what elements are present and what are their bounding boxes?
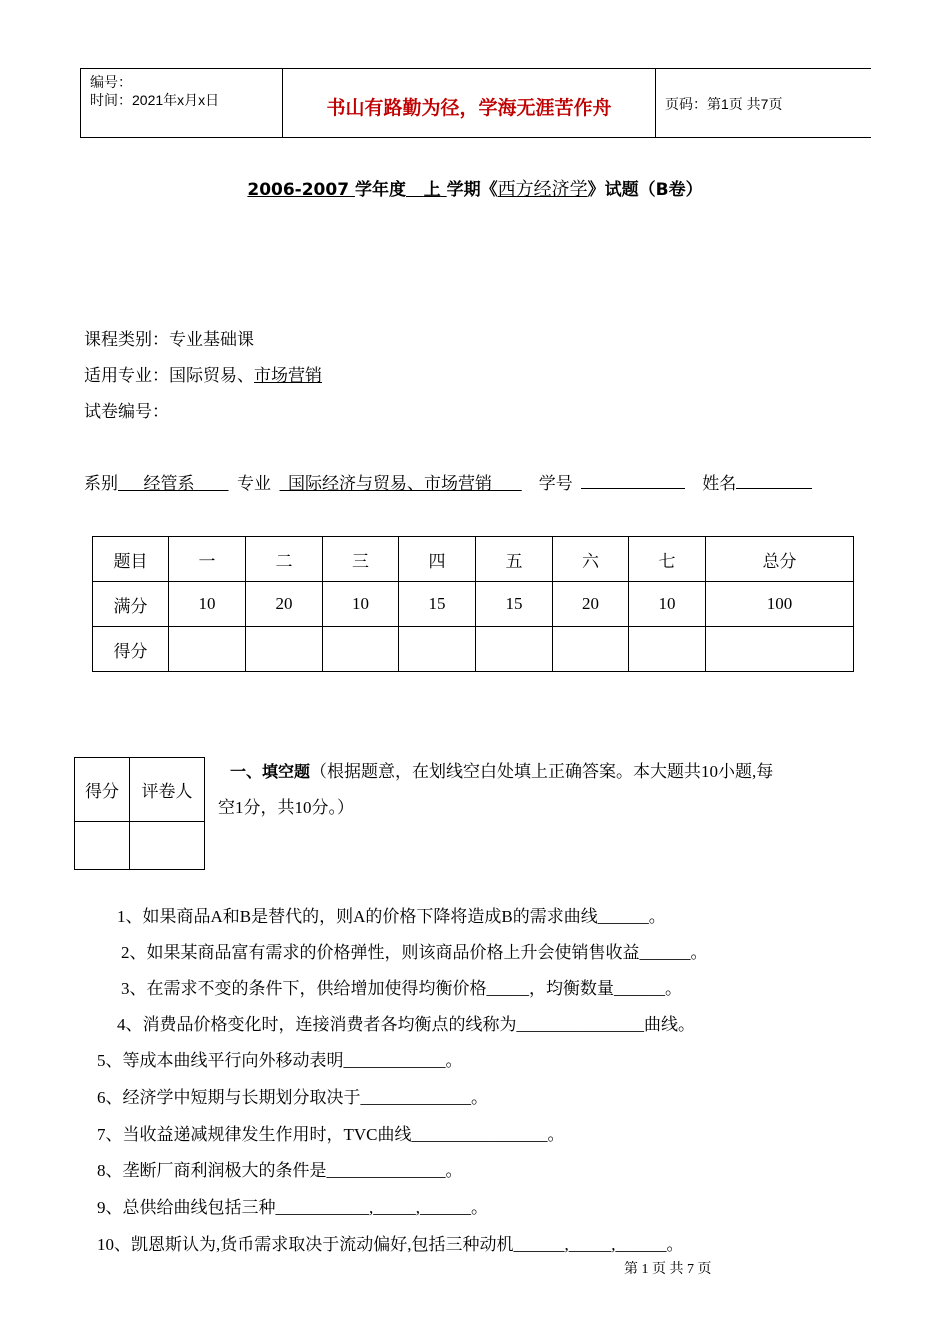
dept-value: 经管系 — [143, 474, 195, 493]
title-years: 2006-2007 — [247, 180, 350, 200]
table-cell: 五 — [476, 537, 553, 582]
question-text: ，均衡数量 — [529, 979, 614, 998]
question-6 — [97, 1083, 488, 1108]
score-input-cell[interactable] — [169, 627, 246, 672]
question-text: 9、总供给曲线包括三种 — [97, 1198, 276, 1217]
question-text: 7、当收益递减规律发生作用时，TVC曲线 — [97, 1125, 412, 1144]
section1-heading: 一、填空题 — [230, 762, 311, 781]
table-cell: 得分 — [93, 627, 169, 672]
score-input-cell[interactable] — [323, 627, 399, 672]
question-end: 。 — [445, 1051, 463, 1070]
answer-blank[interactable]: _____ — [568, 1235, 612, 1254]
exam-title — [0, 175, 950, 201]
question-text: , — [415, 1198, 420, 1217]
answer-blank[interactable]: ________________ — [411, 1125, 548, 1144]
question-text: , — [611, 1235, 616, 1254]
question-8 — [97, 1156, 463, 1181]
major-label: 专业 — [237, 474, 271, 493]
question-text: 1、如果商品A和B是替代的，则A的价格下降将造成B的需求曲线 — [117, 907, 598, 926]
dept-label: 系别 — [84, 474, 118, 493]
question-end: 。 — [690, 943, 708, 962]
score-header-row — [93, 537, 854, 582]
question-10 — [97, 1230, 684, 1255]
major-prefix: 适用专业：国际贸易、 — [84, 366, 254, 385]
question-end: 。 — [471, 1088, 488, 1107]
student-info-line — [84, 469, 812, 494]
table-cell: 满分 — [93, 582, 169, 627]
score-input-cell[interactable] — [629, 627, 706, 672]
table-cell: 20 — [553, 582, 629, 627]
major-underlined: 市场营销 — [254, 366, 322, 385]
grader-score-cell[interactable] — [75, 822, 130, 870]
title-suffix: 》试题（B卷） — [587, 180, 703, 200]
answer-blank[interactable]: ______ — [615, 1235, 667, 1254]
code-label: 编号： — [90, 74, 132, 90]
question-end: 曲线。 — [644, 1015, 695, 1034]
question-end: 。 — [666, 1235, 684, 1254]
table-cell: 二 — [246, 537, 323, 582]
table-cell: 三 — [323, 537, 399, 582]
answer-blank[interactable]: ______ — [597, 907, 649, 926]
obtained-score-row — [93, 627, 854, 672]
paper-number: 试卷编号： — [84, 402, 169, 421]
table-cell: 总分 — [706, 537, 854, 582]
grader-reviewer-label: 评卷人 — [130, 758, 205, 822]
table-cell: 六 — [553, 537, 629, 582]
course-category: 课程类别：专业基础课 — [84, 330, 254, 349]
name-blank[interactable] — [736, 472, 812, 489]
motto: 书山有路勤为径，学海无涯苦作舟 — [326, 98, 612, 119]
answer-blank[interactable]: _____ — [373, 1198, 416, 1217]
table-cell: 15 — [399, 582, 476, 627]
title-term: 上 — [423, 180, 441, 200]
answer-blank[interactable]: ______________ — [326, 1161, 446, 1180]
question-text: 10、凯恩斯认为,货币需求取决于流动偏好,包括三种动机 — [97, 1235, 514, 1254]
answer-blank[interactable]: _______________ — [516, 1015, 644, 1034]
table-cell: 10 — [169, 582, 246, 627]
question-end: 。 — [648, 907, 666, 926]
applicable-major — [84, 361, 322, 386]
table-cell: 100 — [706, 582, 854, 627]
question-1 — [117, 902, 666, 927]
question-text: 5、等成本曲线平行向外移动表明 — [97, 1051, 344, 1070]
question-end: 。 — [665, 979, 682, 998]
score-input-cell[interactable] — [246, 627, 323, 672]
question-text: 4、消费品价格变化时，连接消费者各均衡点的线称为 — [117, 1015, 517, 1034]
table-cell: 一 — [169, 537, 246, 582]
table-cell: 四 — [399, 537, 476, 582]
table-cell: 10 — [629, 582, 706, 627]
header-left-cell — [81, 69, 282, 137]
section1-line2: 空1分，共10分。） — [218, 798, 354, 817]
question-text: 3、在需求不变的条件下，供给增加使得均衡价格 — [121, 979, 487, 998]
answer-blank[interactable]: ______ — [513, 1235, 565, 1254]
answer-blank[interactable]: ___________ — [275, 1198, 369, 1217]
question-text: 8、垄断厂商利润极大的条件是 — [97, 1161, 327, 1180]
question-7 — [97, 1120, 565, 1145]
answer-blank[interactable]: _____________ — [360, 1088, 471, 1107]
grader-reviewer-cell[interactable] — [130, 822, 205, 870]
answer-blank[interactable]: ____________ — [343, 1051, 446, 1070]
question-5 — [97, 1046, 463, 1071]
time-label: 时间：2021年x月x日 — [90, 92, 220, 108]
answer-blank[interactable]: ______ — [420, 1198, 471, 1217]
answer-blank[interactable]: _____ — [486, 979, 529, 998]
grader-table — [74, 757, 205, 870]
student-id-label: 学号 — [538, 474, 573, 493]
table-cell: 15 — [476, 582, 553, 627]
question-end: 。 — [547, 1125, 565, 1144]
score-input-cell[interactable] — [476, 627, 553, 672]
answer-blank[interactable]: ______ — [614, 979, 665, 998]
title-year-word: 学年度 — [354, 180, 406, 200]
header-right-cell — [656, 69, 870, 137]
page-footer: 第 1 页 共 7 页 — [624, 1262, 712, 1277]
name-label: 姓名 — [702, 474, 737, 493]
score-input-cell[interactable] — [399, 627, 476, 672]
grader-score-label: 得分 — [75, 758, 130, 822]
question-4 — [117, 1010, 695, 1035]
score-input-cell[interactable] — [553, 627, 629, 672]
table-cell: 20 — [246, 582, 323, 627]
page-header — [80, 68, 871, 138]
table-cell: 题目 — [93, 537, 169, 582]
major-value: 国际经济与贸易、市场营销 — [288, 474, 492, 493]
answer-blank[interactable]: ______ — [639, 943, 691, 962]
question-9 — [97, 1193, 488, 1218]
table-cell: 10 — [323, 582, 399, 627]
title-term-word: 学期《 — [446, 180, 498, 200]
score-input-cell[interactable] — [706, 627, 854, 672]
question-3 — [121, 974, 682, 999]
section1-line1 — [230, 757, 773, 782]
score-table — [92, 536, 854, 672]
question-text: 2、如果某商品富有需求的价格弹性，则该商品价格上升会使销售收益 — [121, 943, 640, 962]
full-score-row — [93, 582, 854, 627]
section1-desc1: （根据题意，在划线空白处填上正确答案。本大题共10小题,每 — [310, 762, 774, 781]
student-id-blank[interactable] — [581, 472, 685, 489]
question-end: 。 — [445, 1161, 463, 1180]
question-text: , — [564, 1235, 569, 1254]
question-text: 6、经济学中短期与长期划分取决于 — [97, 1088, 361, 1107]
page-info: 页码：第1页 共7页 — [665, 96, 783, 112]
question-text: , — [369, 1198, 374, 1217]
title-course: 西方经济学 — [497, 179, 588, 199]
question-end: 。 — [471, 1198, 488, 1217]
header-motto-cell — [282, 69, 656, 137]
question-2 — [121, 938, 708, 963]
table-cell: 七 — [629, 537, 706, 582]
